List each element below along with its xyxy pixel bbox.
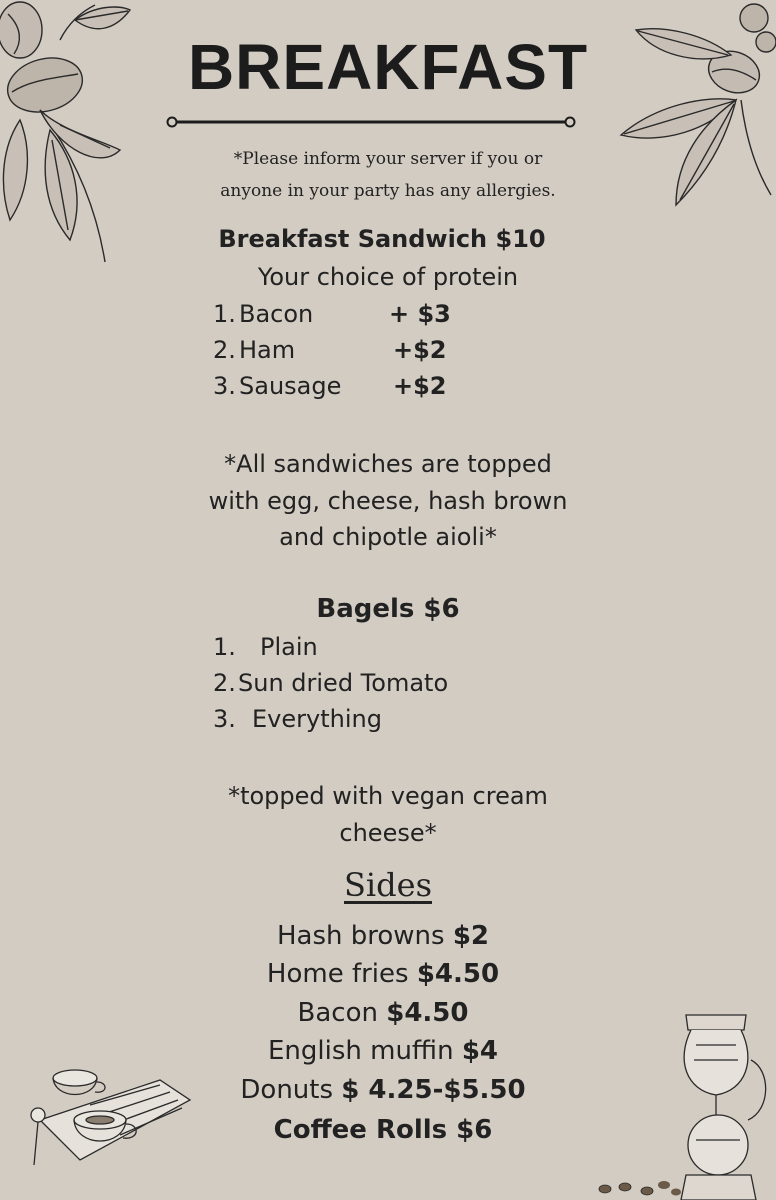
side-price: $ 4.25-$5.50	[341, 1075, 526, 1105]
side-item	[0, 1075, 766, 1105]
side-name-and-price: Coffee Rolls $6	[273, 1115, 493, 1145]
option-name: Bacon	[239, 300, 314, 328]
allergy-notice-line: *Please inform your server if you or	[233, 149, 543, 169]
option-number: 2.	[213, 336, 236, 364]
option-price: +$2	[393, 372, 447, 400]
note-line: with egg, cheese, hash brown	[208, 486, 568, 515]
option-number: 1.	[213, 300, 236, 328]
option-name: Plain	[260, 633, 318, 661]
note-line: *topped with vegan cream	[228, 782, 548, 810]
side-item	[0, 1036, 766, 1066]
option-price: +$2	[393, 336, 447, 364]
side-item	[0, 1115, 766, 1145]
sandwich-note	[0, 446, 776, 556]
allergy-notice-line: anyone in your party has any allergies.	[220, 181, 556, 201]
option-number: 3.	[213, 705, 236, 733]
option-name: Everything	[252, 705, 382, 733]
bagels-title: Bagels $6	[316, 594, 460, 624]
option-name: Ham	[239, 336, 296, 364]
option-number: 2.	[213, 669, 236, 697]
side-price: $4.50	[386, 998, 469, 1028]
sandwich-title: Breakfast Sandwich $10	[218, 225, 546, 253]
coffee-beans-icon	[595, 1175, 665, 1200]
side-item	[0, 959, 766, 989]
note-line: *All sandwiches are topped	[224, 450, 552, 478]
menu-title: BREAKFAST	[187, 31, 589, 103]
side-name: Home fries	[266, 959, 409, 989]
allergy-notice	[188, 143, 588, 207]
title-divider	[165, 115, 577, 129]
note-line: cheese*	[339, 818, 437, 847]
bagels-note	[0, 778, 776, 851]
option-number: 1.	[213, 633, 236, 661]
side-name: Bacon	[297, 998, 378, 1028]
option-price: + $3	[389, 300, 451, 328]
protein-label: Your choice of protein	[257, 263, 519, 291]
side-name: English muffin	[267, 1036, 454, 1066]
side-price: $4	[461, 1036, 499, 1066]
side-name: Hash browns	[276, 921, 445, 951]
option-name: Sun dried Tomato	[238, 669, 449, 697]
sides-title: Sides	[344, 866, 432, 904]
side-item	[0, 921, 766, 951]
option-number: 3.	[213, 372, 236, 400]
side-price: $2	[452, 921, 490, 951]
note-line: and chipotle aioli*	[279, 523, 497, 551]
option-name: Sausage	[239, 372, 342, 400]
side-item	[0, 998, 766, 1028]
side-name: Donuts	[240, 1075, 334, 1105]
side-price: $4.50	[416, 959, 500, 989]
